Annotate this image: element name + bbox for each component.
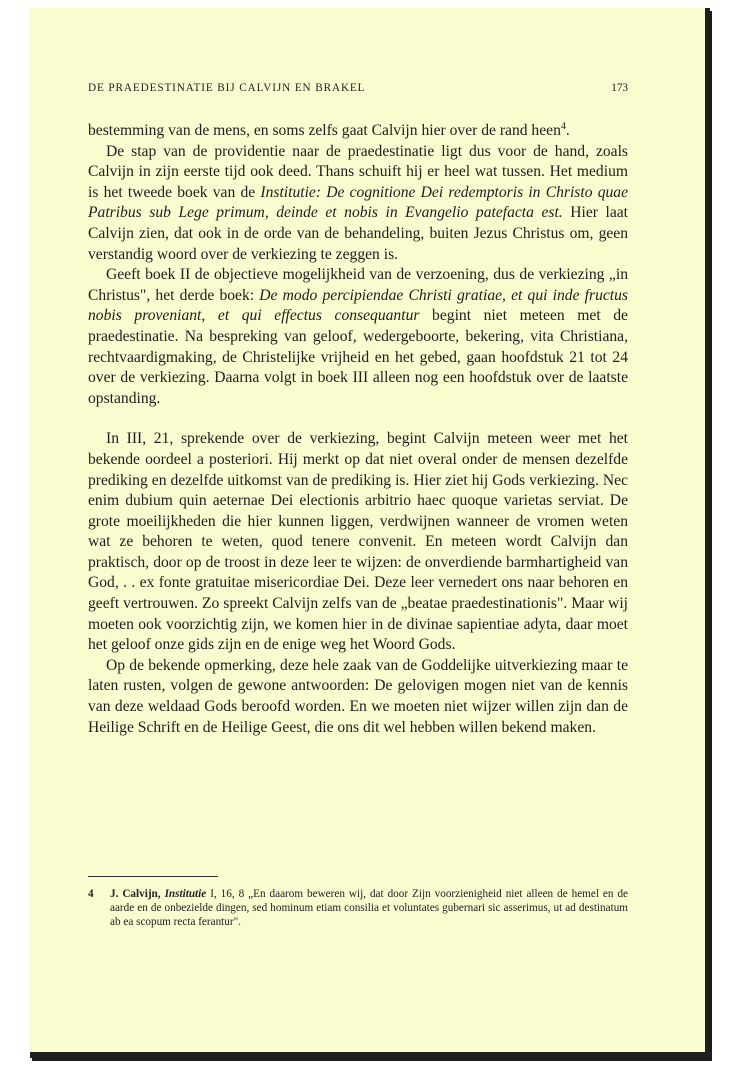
footnote-text: J. Calvijn, Institutie I, 16, 8 „En daarom beweren wij, dat door Zijn voorzienigheid niet alleen de hemel en de aarde en de onbezielde dingen, sed hominum etiam consilia et voluntates gubernari sic asserimus, ut ad destinatum ab ea scopum recta ferantur". [110, 888, 629, 928]
body-text [88, 121, 628, 738]
book-title-institutie: Institutie: De cognitione Dei redemptoris in Christo quae Patribus sub Lege primum, deinde et nobis in Evangelio patefacta est. [88, 183, 629, 222]
footnote-divider [88, 876, 218, 877]
running-title: DE PRAEDESTINATIE BIJ CALVIJN EN BRAKEL [88, 82, 366, 94]
footnote [88, 887, 628, 929]
section-gap [88, 409, 628, 429]
paragraph-3: Geeft boek II de objectieve mogelijkheid van de verzoening, dus de verkiezing „in Christus", het derde boek: De modo percipiendae Christi gratiae, et qui inde fructus nobis proveniant, et qui effectus consequantur begint niet meteen met de praedestinatie. Na bespreking van geloof, wedergeboorte, bekering, vita Christiana, rechtvaardigmaking, de Christelijke vrijheid en het gebed, gaan hoofdstuk 21 tot 24 over de verkiezing. Daarna volgt in boek III alleen nog een hoofdstuk over de laatste opstanding. [88, 266, 629, 407]
footnote-ref[interactable]: 4 [560, 120, 566, 132]
footnote-number: 4 [88, 888, 94, 900]
book-page [30, 8, 710, 1058]
paragraph-2: De stap van de providentie naar de praedestinatie ligt dus voor de hand, zoals Calvijn in zijn eerste tijd ook deed. Thans schuift hij er heel wat tussen. Het medium is het tweede boek van de Institutie: De cognitione Dei redemptoris in Christo quae Patribus sub Lege primum, deinde et nobis in Evangelio patefacta est. Hier laat Calvijn zien, dat ook in de orde van de behandeling, buiten Jezus Christus om, geen verstandig woord over de verkiezing te zeggen is. [88, 142, 629, 263]
paragraph-5: Op de bekende opmerking, deze hele zaak van de Goddelijke uitverkiezing maar te laten rusten, volgen de gewone antwoorden: De gelovigen mogen niet van de kennis van deze weldaad Gods beroofd worden. En we moeten niet wijzer willen zijn dan de Heilige Schrift en de Heilige Geest, die ons dit wel hebben willen bekend maken. [88, 656, 628, 736]
paragraph-1: bestemming van de mens, en soms zelfs gaat Calvijn hier over de rand heen$^4$. [88, 120, 570, 139]
page-number: 173 [611, 82, 628, 94]
paragraph-4: In III, 21, sprekende over de verkiezing, begint Calvijn meteen weer met het bekende oordeel a posteriori. Hij merkt op dat niet overal onder de mensen dezelfde prediking en dezelfde uitkomst van de prediking is. Hier ziet hij Gods verkiezing. Nec enim dubium quin aeternae Dei electionis arbitrio haec quoque varietas serviat. De grote moeilijkheden die hier kunnen liggen, verdwijnen wanneer de vromen weten wat ze behoren te weten, quod tenere convenit. En meteen wordt Calvijn dan praktisch, door op de troost in deze leer te wijzen: de onverdiende barmhartigheid van God, . . ex fonte gratuitae misericordiae Dei. Deze leer vernedert ons naar behoren en geeft vertrouwen. Zo spreekt Calvijn zelfs van de „beatae praedestinationis". Maar wij moeten ook voorzichtig zijn, we komen hier in de divinae sapientiae adyta, daar moet het geloof onze gids zijn en de enige weg het Woord Gods. [88, 430, 628, 654]
book-title-modo: De modo percipiendae Christi gratiae, et qui inde fructus nobis proveniant, et qui effectus consequantur [88, 286, 629, 325]
